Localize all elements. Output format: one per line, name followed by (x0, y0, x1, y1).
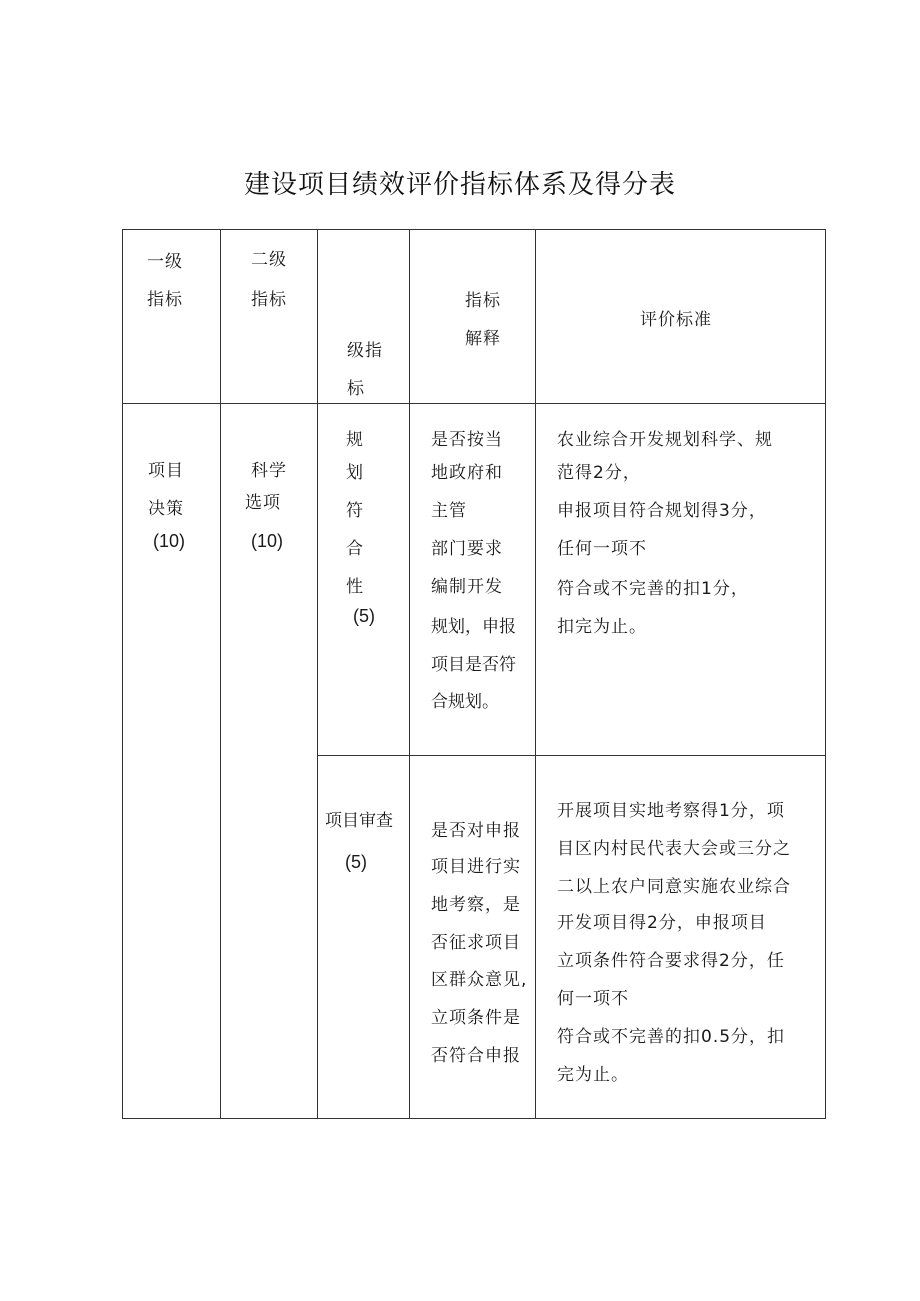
header-level2-line2: 指标 (251, 290, 287, 310)
row1-criteria-line: 符合或不完善的扣1分， (557, 579, 749, 599)
row1-explanation-line: 地政府和 (431, 463, 503, 483)
header-criteria: 评价标准 (640, 310, 712, 330)
row2-criteria-line: 开发项目得2分，申报项目 (557, 913, 767, 933)
level1-score: (10) (153, 531, 186, 551)
header-explanation-line1: 指标 (465, 291, 501, 311)
level2-score: (10) (251, 531, 284, 551)
header-level2-line1: 二级 (251, 250, 287, 270)
row2-explanation-line: 地考察，是 (431, 895, 521, 915)
row1-indicator-char: 符 (346, 501, 363, 521)
row2-criteria-line: 完为止。 (557, 1065, 629, 1085)
row1-criteria-line: 申报项目符合规划得3分， (557, 501, 767, 521)
table-divider (317, 755, 826, 756)
header-level3-line2: 标 (347, 379, 365, 399)
row2-explanation-line: 立项条件是 (431, 1008, 521, 1028)
row2-explanation-line: 否征求项目 (431, 933, 521, 953)
row1-indicator-char: 合 (346, 539, 363, 559)
row2-explanation-line: 是否对申报 (431, 821, 521, 841)
row2-criteria-line: 何一项不 (557, 989, 629, 1009)
table-divider (409, 229, 410, 1119)
row1-explanation-line: 是否按当 (431, 430, 503, 450)
row1-explanation-line: 编制开发 (431, 577, 503, 597)
row2-criteria-line: 开展项目实地考察得1分，项 (557, 801, 785, 821)
row1-indicator-char: 划 (346, 463, 363, 483)
row1-explanation-line: 部门要求 (431, 539, 503, 559)
row1-criteria-line: 范得2分， (557, 463, 641, 483)
row1-criteria-line: 农业综合开发规划科学、规 (557, 430, 773, 450)
row2-explanation-line: 区群众意见, (431, 970, 528, 990)
row2-criteria-line: 立项条件符合要求得2分，任 (557, 951, 785, 971)
row1-criteria-line: 扣完为止。 (557, 617, 647, 637)
table-divider (122, 403, 826, 404)
row1-score: (5) (353, 606, 375, 626)
level2-name-line1: 科学 (251, 461, 287, 481)
row2-score: (5) (345, 852, 367, 872)
row1-explanation-line: 主管 (431, 501, 467, 521)
row2-explanation-line: 否符合申报 (431, 1046, 521, 1066)
table-divider (317, 229, 318, 1119)
page-title: 建设项目绩效评价指标体系及得分表 (243, 170, 676, 200)
row2-indicator: 项目审查 (325, 811, 393, 831)
header-level1-line2: 指标 (147, 290, 183, 310)
row2-criteria-line: 目区内村民代表大会或三分之 (557, 839, 791, 859)
table-divider (535, 229, 536, 1119)
level2-name-line2: 选项 (245, 493, 281, 513)
row2-explanation-line: 项目进行实 (431, 857, 521, 877)
row1-indicator-char: 规 (346, 430, 363, 450)
row1-indicator-char: 性 (346, 577, 363, 597)
level1-name-line2: 决策 (148, 499, 184, 519)
row1-explanation-line: 合规划。 (431, 692, 499, 712)
row1-criteria-line: 任何一项不 (557, 539, 647, 559)
row2-criteria-line: 二以上农户同意实施农业综合 (557, 877, 791, 897)
row1-explanation-line: 规划，申报 (431, 617, 516, 637)
row1-explanation-line: 项目是否符 (431, 655, 516, 675)
header-level1-line1: 一级 (147, 252, 183, 272)
header-level3-line1: 级指 (347, 341, 383, 361)
header-explanation-line2: 解释 (465, 329, 501, 349)
row2-criteria-line: 符合或不完善的扣0.5分，扣 (557, 1027, 786, 1047)
level1-name-line1: 项目 (148, 461, 184, 481)
table-divider (220, 229, 221, 1119)
